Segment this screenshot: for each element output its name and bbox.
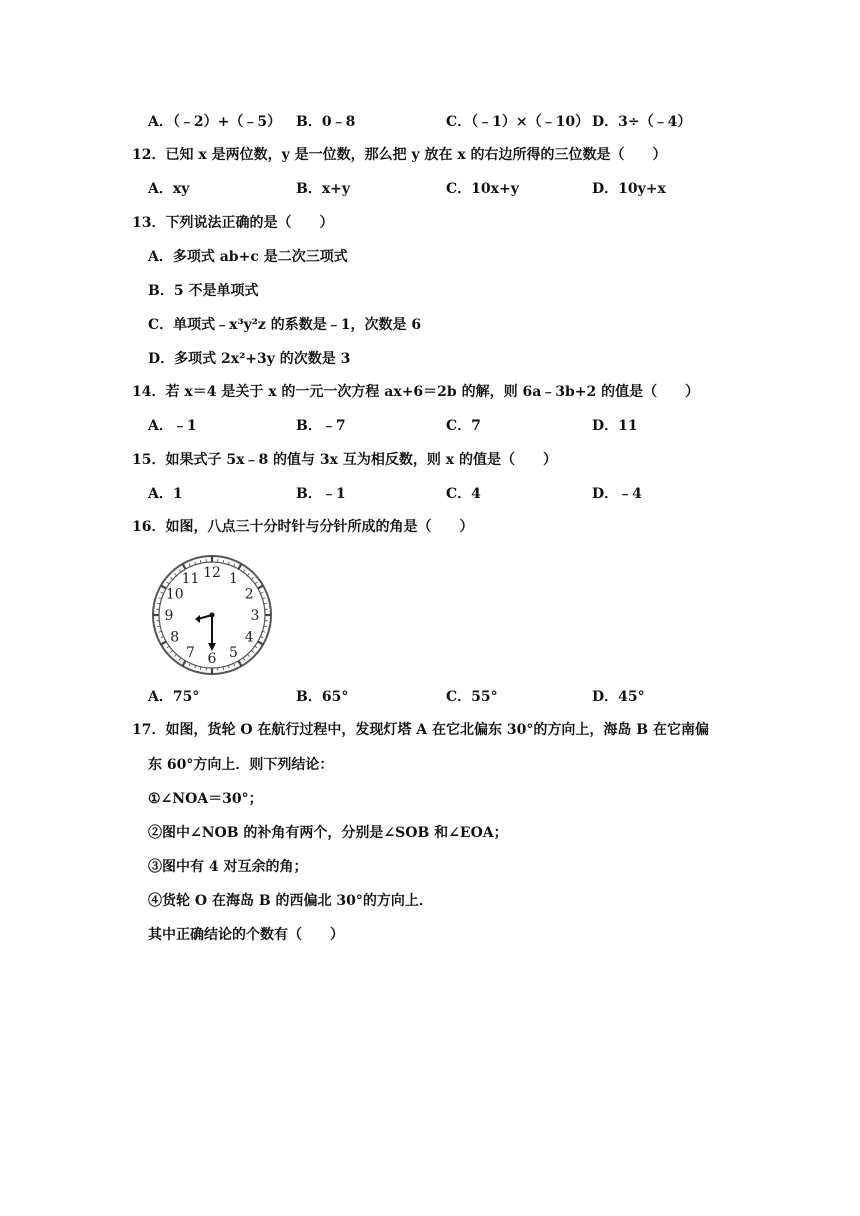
clock-minor-tick [255,582,257,584]
q12-stem: 12．已知 x 是两位数，y 是一位数，那么把 y 放在 x 的右边所得的三位数是（ ） [132,147,667,163]
clock-major-tick [183,661,186,666]
clock-minor-tick [262,631,265,632]
clock-minor-tick [262,598,265,599]
q16-option-d: D．45° [592,689,645,705]
clock-major-tick [239,661,242,666]
clock-minor-tick [179,570,181,572]
clock-minor-tick [189,663,190,666]
clock-major-tick [161,642,166,645]
q11-option-b: B．0﹣8 [296,114,356,130]
clock-minor-tick [228,562,229,565]
clock-minor-tick [260,637,263,638]
clock-minor-tick [159,598,162,599]
q17-stem-line2: 东 60°方向上．则下列结论： [148,757,334,773]
q17-statement-3: ③图中有 4 对互余的角； [148,859,308,875]
clock-minor-tick [195,665,196,668]
clock-hour-hand-arrow [195,615,200,623]
clock-numeral: 7 [186,645,195,662]
clock-minor-tick [195,562,196,565]
q16-option-a: A．75° [148,689,200,705]
q13-option-a: A．多项式 ab+c 是二次三项式 [148,249,348,265]
clock-major-tick [258,642,263,645]
q17-statement-2: ②图中∠NOB 的补角有两个，分别是∠SOB 和∠EOA； [148,825,508,841]
clock-major-tick [258,586,263,589]
q14-option-c: C．7 [446,418,481,434]
clock-minor-tick [179,658,181,660]
q17-stem-line1: 17．如图，货轮 O 在航行过程中，发现灯塔 A 在它北偏东 30°的方向上，海岛 B 在它南偏 [132,722,709,738]
clock-minor-tick [161,592,164,593]
clock-minor-tick [228,665,229,668]
q11-option-c: C．（﹣1）×（﹣10） [446,114,590,130]
q11-option-a: A．（﹣2）+（﹣5） [148,114,282,130]
clock-numeral: 1 [229,570,238,587]
q15-option-a: A．1 [148,486,183,502]
clock-minor-tick [234,564,235,567]
clock-numeral: 3 [250,608,260,624]
q12-option-b: B．x+y [296,181,351,197]
clock-numeral: 8 [170,629,180,646]
q14-option-b: B．﹣7 [296,418,346,434]
clock-minor-tick [170,578,172,580]
clock-minor-tick [170,650,172,652]
q12-option-c: C．10x+y [446,181,519,197]
clock-minor-tick [251,578,253,580]
clock-numeral: 5 [229,645,238,662]
clock-figure [150,553,274,677]
q13-option-b: B．5 不是单项式 [148,283,259,299]
q13-stem: 13．下列说法正确的是（ ） [132,215,334,231]
q14-option-a: A．﹣1 [148,418,197,434]
clock-minor-tick [247,573,249,575]
clock-numeral: 9 [164,608,174,624]
q17-statement-4: ④货轮 O 在海岛 B 的西偏北 30°的方向上． [148,893,433,909]
q15-option-b: B．﹣1 [296,486,346,502]
clock-minor-tick [175,654,177,656]
clock-numeral: 10 [165,586,184,603]
q12-option-d: D．10y+x [592,181,666,197]
clock-minor-tick [167,646,169,648]
q15-option-d: D．﹣4 [592,486,642,502]
clock-center-pin [210,613,215,618]
clock-minor-tick [161,637,164,638]
clock-numeral: 12 [203,565,221,581]
clock-minor-tick [255,646,257,648]
clock-minor-tick [243,570,245,572]
q12-option-a: A．xy [148,181,190,197]
clock-minor-tick [243,658,245,660]
q17-statement-1: ①∠NOA＝30°； [148,791,263,807]
q16-option-b: B．65° [296,689,349,705]
clock-minor-tick [251,650,253,652]
q16-option-c: C．55° [446,689,498,705]
clock-minor-tick [159,631,162,632]
q14-stem: 14．若 x＝4 是关于 x 的一元一次方程 ax+6＝2b 的解，则 6a﹣3b+2 的值是（ ） [132,384,700,400]
q11-option-d: D．3÷（﹣4） [592,114,692,130]
q14-option-d: D．11 [592,418,638,434]
q15-stem: 15．如果式子 5x﹣8 的值与 3x 互为相反数，则 x 的值是（ ） [132,452,557,468]
clock-minor-tick [234,663,235,666]
clock-numeral: 6 [207,651,217,667]
q13-option-d: D．多项式 2x²+3y 的次数是 3 [148,351,351,367]
q13-option-c: C．单项式﹣x³y²z 的系数是﹣1，次数是 6 [148,317,422,333]
q16-stem: 16．如图，八点三十分时针与分针所成的角是（ ） [132,519,474,535]
clock-numeral: 11 [181,570,200,587]
clock-major-tick [183,564,186,569]
clock-minor-tick [247,654,249,656]
clock-minor-tick [167,582,169,584]
q17-question: 其中正确结论的个数有（ ） [148,927,344,943]
clock-major-tick [239,564,242,569]
q15-option-c: C．4 [446,486,481,502]
clock-minor-tick [189,564,190,567]
clock-minor-tick [260,592,263,593]
clock-numeral: 4 [244,629,254,646]
clock-numeral: 2 [244,586,254,603]
clock-minute-hand-arrow [208,643,216,651]
clock-minor-tick [175,573,177,575]
